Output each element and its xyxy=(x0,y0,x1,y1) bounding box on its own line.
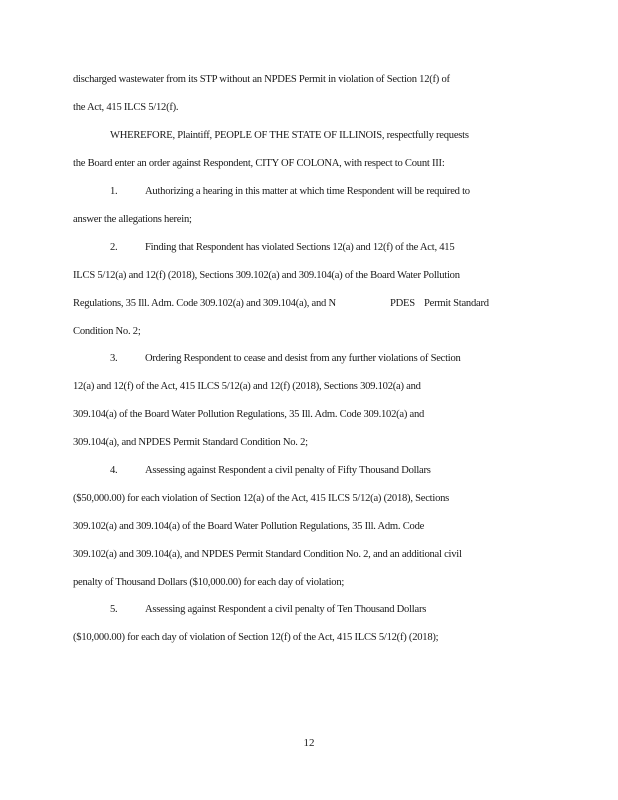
item-text: 309.102(a) and 309.104(a), and NPDES Permit Standard Condition No. 2, and an additional civil xyxy=(73,549,462,560)
item-number: 1. xyxy=(110,186,118,197)
item-text: Assessing against Respondent a civil penalty of Fifty Thousand Dollars xyxy=(145,465,431,476)
item-text: ($50,000.00) for each violation of Section 12(a) of the Act, 415 ILCS 5/12(a) (2018), Sections xyxy=(73,493,450,504)
text-line: the Act, 415 ILCS 5/12(f). xyxy=(73,102,179,113)
item-text: Regulations, 35 Ill. Adm. Code 309.102(a) and 309.104(a), and N xyxy=(73,298,336,309)
item-text: 309.104(a), and NPDES Permit Standard Condition No. 2; xyxy=(73,437,308,448)
page-number: 12 xyxy=(303,737,315,749)
item-text: Finding that Respondent has violated Sections 12(a) and 12(f) of the Act, 415 xyxy=(145,242,455,253)
item-text: answer the allegations herein; xyxy=(73,214,192,225)
text-line: discharged wastewater from its STP without an NPDES Permit in violation of Section 12(f) of xyxy=(73,74,450,85)
item-text: 309.102(a) and 309.104(a) of the Board Water Pollution Regulations, 35 Ill. Adm. Code xyxy=(73,521,425,532)
text-line: WHEREFORE, Plaintiff, PEOPLE OF THE STATE OF ILLINOIS, respectfully requests xyxy=(110,130,469,141)
item-number: 5. xyxy=(110,604,118,615)
text-line: the Board enter an order against Respondent, CITY OF COLONA, with respect to Count III: xyxy=(73,158,445,169)
item-text: PDES xyxy=(390,298,415,309)
item-text: penalty of Thousand Dollars ($10,000.00) for each day of violation; xyxy=(73,577,345,588)
item-number: 2. xyxy=(110,242,118,253)
item-text: 309.104(a) of the Board Water Pollution Regulations, 35 Ill. Adm. Code 309.102(a) and xyxy=(73,409,425,420)
item-text: Assessing against Respondent a civil penalty of Ten Thousand Dollars xyxy=(145,604,427,615)
item-text: ($10,000.00) for each day of violation of Section 12(f) of the Act, 415 ILCS 5/12(f) (2018); xyxy=(73,632,439,643)
item-text: Permit Standard xyxy=(424,298,489,309)
item-text: ILCS 5/12(a) and 12(f) (2018), Sections 309.102(a) and 309.104(a) of the Board Water Pollution xyxy=(73,270,460,281)
item-text: 12(a) and 12(f) of the Act, 415 ILCS 5/12(a) and 12(f) (2018), Sections 309.102(a) and xyxy=(73,381,421,392)
item-text: Condition No. 2; xyxy=(73,326,141,337)
item-text: Ordering Respondent to cease and desist from any further violations of Section xyxy=(145,353,461,364)
item-text: Authorizing a hearing in this matter at which time Respondent will be required to xyxy=(145,186,470,197)
item-number: 4. xyxy=(110,465,118,476)
item-number: 3. xyxy=(110,353,118,364)
